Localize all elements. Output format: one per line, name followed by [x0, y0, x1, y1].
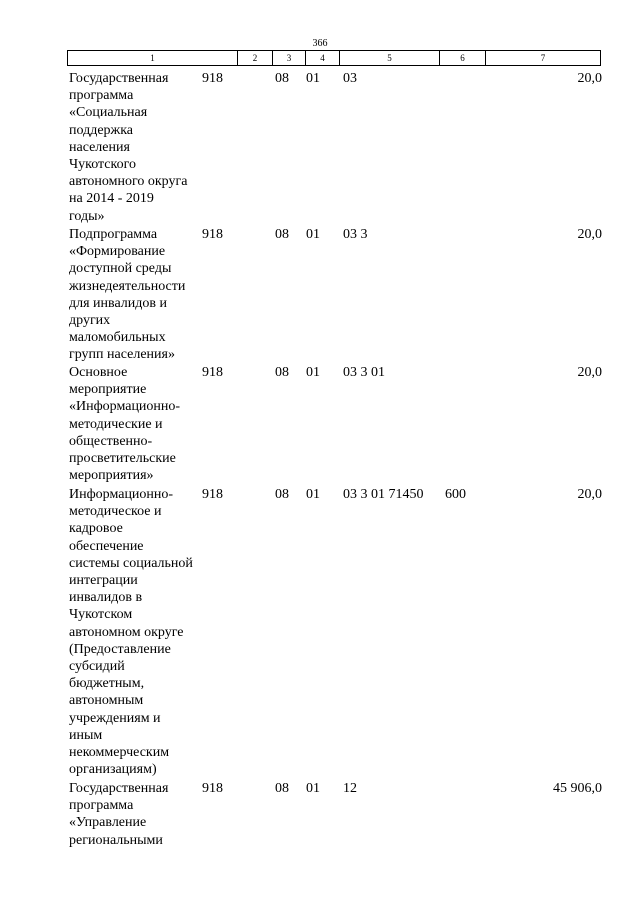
row-subsection-code: 01 — [306, 71, 320, 86]
column-header-5: 5 — [340, 51, 440, 65]
row-target-article: 12 — [343, 781, 357, 796]
row-ministry-code: 918 — [202, 227, 223, 242]
row-amount: 20,0 — [577, 227, 602, 242]
row-section-code: 08 — [275, 227, 289, 242]
column-header-1: 1 — [68, 51, 238, 65]
row-section-code: 08 — [275, 487, 289, 502]
row-section-code: 08 — [275, 365, 289, 380]
row-target-article: 03 3 01 — [343, 365, 385, 380]
column-header-4: 4 — [306, 51, 340, 65]
row-name: Государственная программа «Социальная поддержка населения Чукотского автономного округа на 2014 - 2019 годы» — [69, 71, 188, 224]
row-subsection-code: 01 — [306, 781, 320, 796]
row-ministry-code: 918 — [202, 71, 223, 86]
column-header-3: 3 — [273, 51, 306, 65]
row-name: Основное мероприятие «Информационно- методические и общественно- просветительские мероприятия» — [69, 365, 181, 484]
row-section-code: 08 — [275, 781, 289, 796]
row-ministry-code: 918 — [202, 781, 223, 796]
row-target-article: 03 3 — [343, 227, 368, 242]
row-amount: 45 906,0 — [553, 781, 602, 796]
row-ministry-code: 918 — [202, 487, 223, 502]
row-amount: 20,0 — [577, 71, 602, 86]
row-subsection-code: 01 — [306, 487, 320, 502]
row-amount: 20,0 — [577, 487, 602, 502]
column-header-6: 6 — [440, 51, 486, 65]
row-expense-type: 600 — [445, 487, 466, 502]
column-header-row — [67, 50, 601, 66]
column-header-2: 2 — [238, 51, 273, 65]
row-name: Информационно- методическое и кадровое обеспечение системы социальной интеграции инвалидов в Чукотском автономном округе (Предоставление субсидий бюджетным, автономным учреждениям и иным некоммерческим организациям) — [69, 487, 193, 778]
column-header-7: 7 — [540, 53, 546, 63]
row-name: Государственная программа «Управление региональными — [69, 781, 169, 848]
row-subsection-code: 01 — [306, 365, 320, 380]
row-name: Подпрограмма «Формирование доступной среды жизнедеятельности для инвалидов и других маломобильных групп населения» — [69, 227, 186, 363]
row-subsection-code: 01 — [306, 227, 320, 242]
row-amount: 20,0 — [577, 365, 602, 380]
row-ministry-code: 918 — [202, 365, 223, 380]
row-section-code: 08 — [275, 71, 289, 86]
page-number: 366 — [312, 38, 328, 49]
row-target-article: 03 — [343, 71, 357, 86]
row-target-article: 03 3 01 71450 — [343, 487, 424, 502]
